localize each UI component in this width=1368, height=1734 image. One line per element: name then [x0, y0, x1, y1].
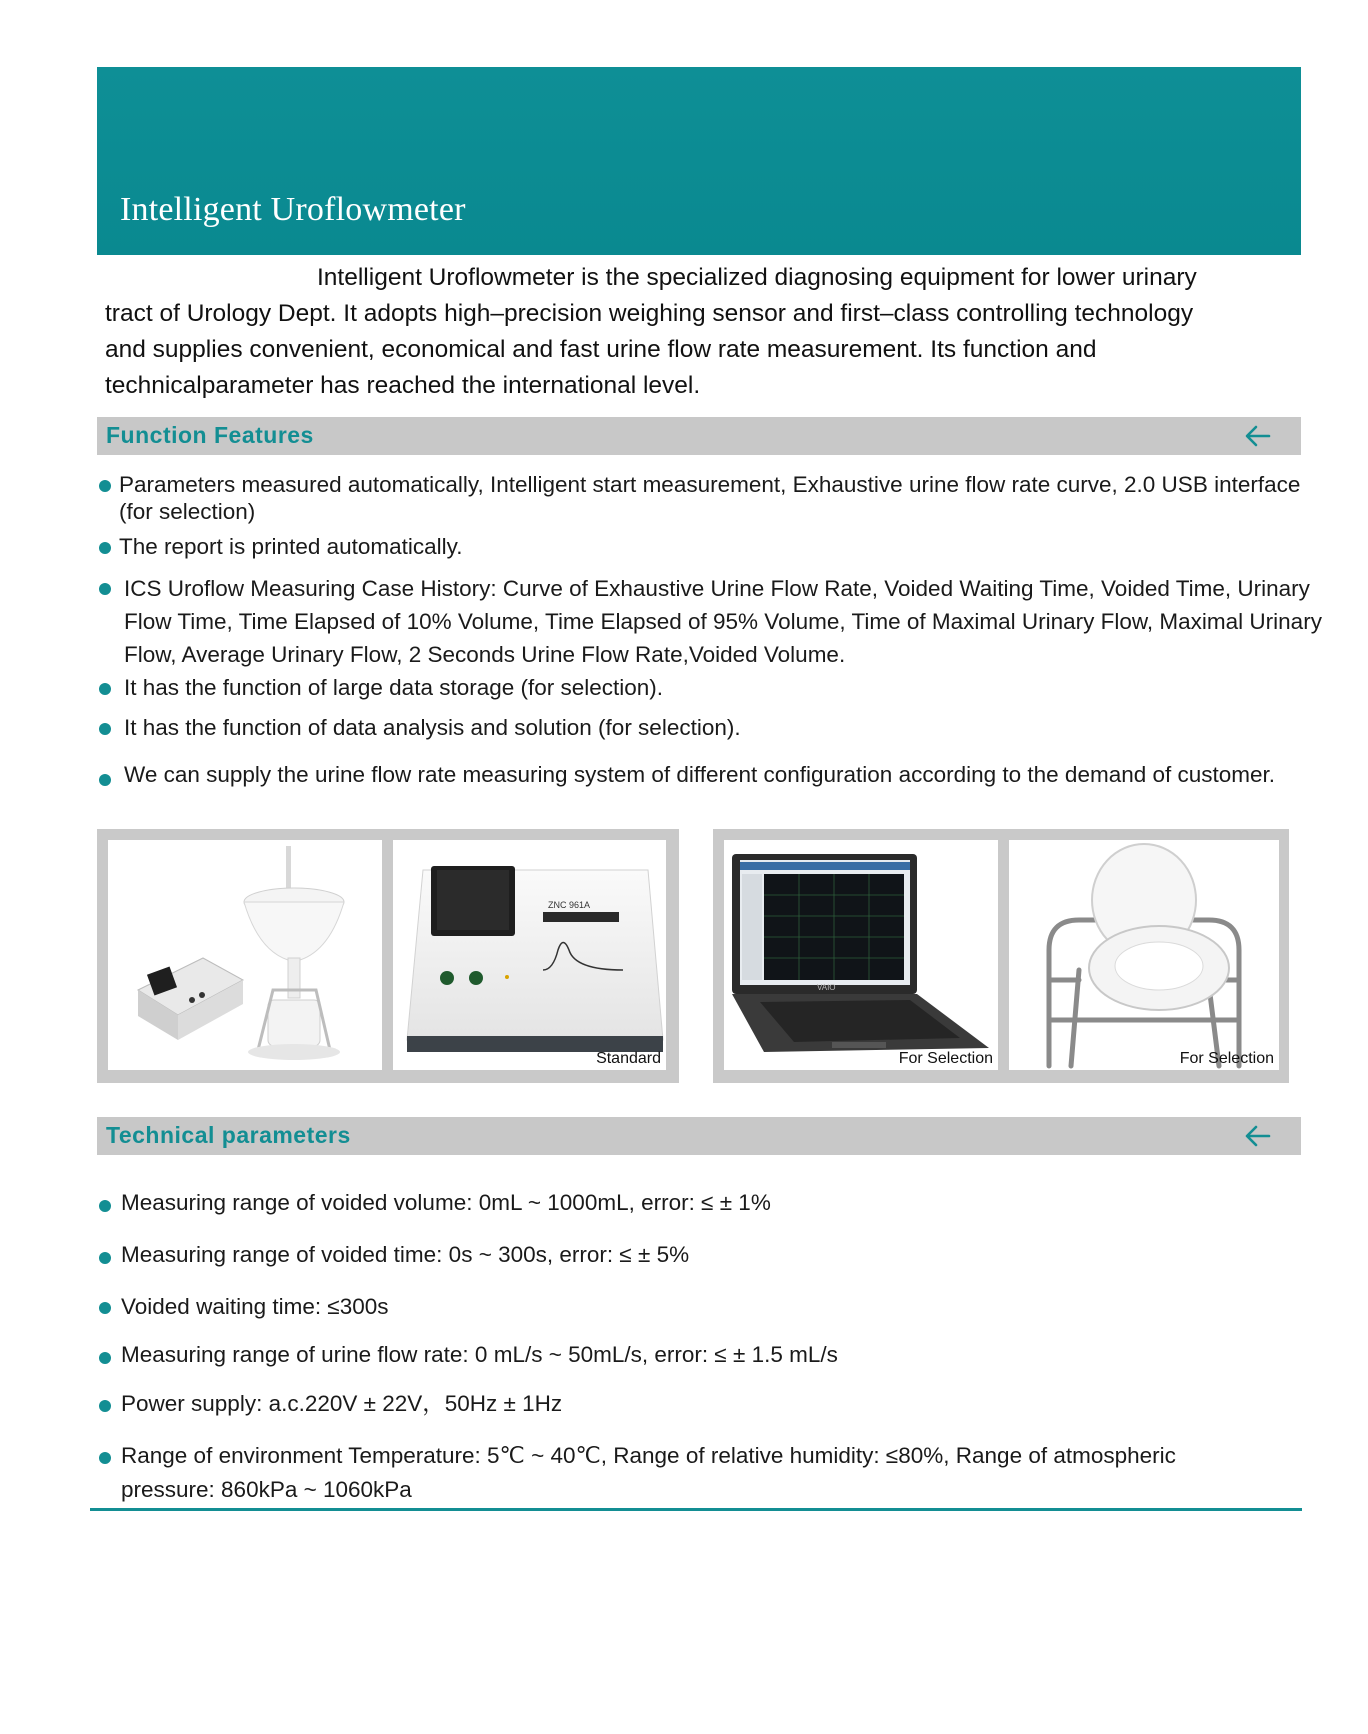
technical-parameters-bar [97, 1117, 1301, 1155]
toilet-chair-illustration [1009, 840, 1279, 1070]
list-item: It has the function of large data storage (for selection). [97, 674, 1344, 701]
bullet-icon [99, 1400, 111, 1412]
list-item: Power supply: a.c.220V ± 22V，50Hz ± 1Hz [97, 1390, 1261, 1417]
list-item: Range of environment Temperature: 5℃ ~ 40℃, Range of relative humidity: ≤80%, Range of atmospheric pressure: 860kPa ~ 1060kPa [97, 1439, 1201, 1507]
intro-paragraph [105, 260, 1315, 404]
page-title: Intelligent Uroflowmeter [120, 191, 466, 228]
intro-line: technicalparameter has reached the international level. [105, 372, 701, 399]
list-item: ICS Uroflow Measuring Case History: Curve of Exhaustive Urine Flow Rate, Voided Waiting Time, Voided Time, Urinary Flow Time, Time Elapsed of 10% Volume, Time Elapsed of 95% Volume, Time of Maximal Urinary Flow, Maximal Urinary Flow, Average Urinary Flow, 2 Seconds Urine Flow Rate,Voided Volume. [97, 572, 1354, 671]
photo-caption: For Selection [1179, 1050, 1274, 1067]
list-item: We can supply the urine flow rate measuring system of different configuration according to the demand of customer. [97, 761, 1324, 788]
photo-caption: Standard [596, 1050, 661, 1067]
arrow-left-icon[interactable] [1243, 1121, 1273, 1151]
function-features-bar [97, 417, 1301, 455]
bullet-icon [99, 1352, 111, 1364]
laptop-illustration [724, 840, 998, 1070]
device-model-label: ZNC 961A [548, 900, 591, 910]
uroflowmeter-illustration [108, 840, 382, 1070]
list-item: Measuring range of voided time: 0s ~ 300s, error: ≤ ± 5% [97, 1241, 1261, 1268]
bullet-icon [99, 723, 111, 735]
laptop-photo [724, 840, 998, 1070]
list-item: Parameters measured automatically, Intelligent start measurement, Exhaustive urine flow rate curve, 2.0 USB interface (for selection) [97, 471, 1339, 525]
section-title: Technical parameters [106, 1122, 351, 1148]
list-item: Measuring range of urine flow rate: 0 mL/s ~ 50mL/s, error: ≤ ± 1.5 mL/s [97, 1341, 1261, 1368]
bottom-divider [90, 1508, 1302, 1511]
bullet-icon [99, 480, 111, 492]
photo-caption: For Selection [898, 1050, 993, 1067]
bullet-icon [99, 774, 111, 786]
arrow-left-icon[interactable] [1243, 421, 1273, 451]
list-item: Measuring range of voided volume: 0mL ~ 1000mL, error: ≤ ± 1% [97, 1189, 1261, 1216]
bullet-icon [99, 1252, 111, 1264]
intro-line: and supplies convenient, economical and fast urine flow rate measurement. Its function and [105, 336, 1097, 363]
recorder-photo [393, 840, 666, 1070]
list-item: The report is printed automatically. [97, 533, 1339, 560]
toilet-chair-photo [1009, 840, 1279, 1070]
section-title: Function Features [106, 422, 314, 448]
laptop-brand-label: VAIO [817, 983, 836, 992]
product-photos-standard [97, 829, 679, 1083]
uroflowmeter-photo [108, 840, 382, 1070]
intro-line: Intelligent Uroflowmeter is the specialized diagnosing equipment for lower urinary [317, 264, 1197, 291]
intro-line: tract of Urology Dept. It adopts high–precision weighing sensor and first–class controlling technology [105, 300, 1194, 327]
product-photos-selection [713, 829, 1289, 1083]
bullet-icon [99, 1452, 111, 1464]
bullet-icon [99, 1200, 111, 1212]
bullet-icon [99, 683, 111, 695]
bullet-icon [99, 542, 111, 554]
bullet-icon [99, 583, 111, 595]
header-banner [97, 67, 1301, 255]
list-item: It has the function of data analysis and solution (for selection). [97, 714, 1344, 741]
list-item: Voided waiting time: ≤300s [97, 1293, 1261, 1320]
bullet-icon [99, 1302, 111, 1314]
recorder-illustration [393, 840, 666, 1070]
